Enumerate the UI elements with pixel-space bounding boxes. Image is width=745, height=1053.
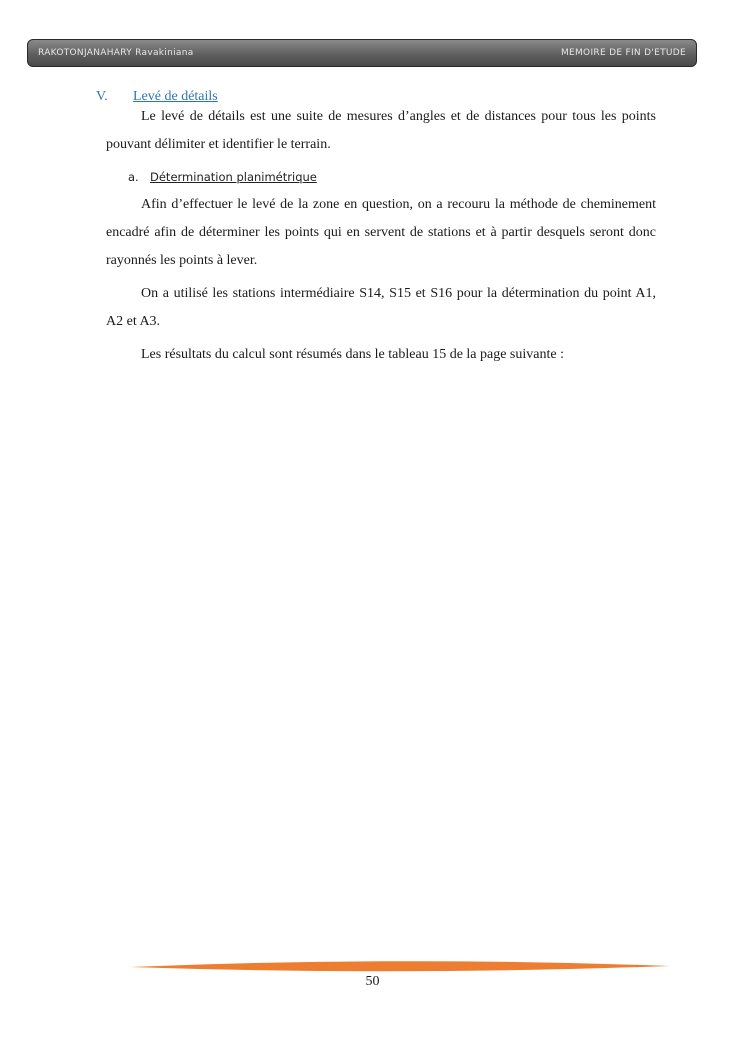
footer-accent-swoosh xyxy=(130,958,670,974)
paragraph-3: On a utilisé les stations intermédiaire S14, S15 et S16 pour la détermination du point A1, A2 et A3. xyxy=(106,286,656,329)
section-number: V. xyxy=(96,89,108,104)
section-title: Levé de détails xyxy=(133,89,218,104)
subsection-number: a. xyxy=(128,170,139,184)
subsection-heading xyxy=(128,170,317,184)
page-number: 50 xyxy=(365,974,380,989)
subsection-title: Détermination planimétrique xyxy=(150,170,317,184)
paragraph-1: Le levé de détails est une suite de mesures d’angles et de distances pour tous les points pouvant délimiter et identifier le terrain. xyxy=(106,109,656,152)
running-header xyxy=(27,39,697,67)
paragraph-2: Afin d’effectuer le levé de la zone en question, on a recouru la méthode de cheminement encadré afin de déterminer les points qui en servent de stations et à partir desquels seront donc rayonnés les points à lever. xyxy=(106,197,656,268)
header-document-title: MEMOIRE DE FIN D'ETUDE xyxy=(560,48,686,58)
header-author: RAKOTONJANAHARY Ravakiniana xyxy=(38,48,194,58)
paragraph-4: Les résultats du calcul sont résumés dans le tableau 15 de la page suivante : xyxy=(141,347,564,362)
